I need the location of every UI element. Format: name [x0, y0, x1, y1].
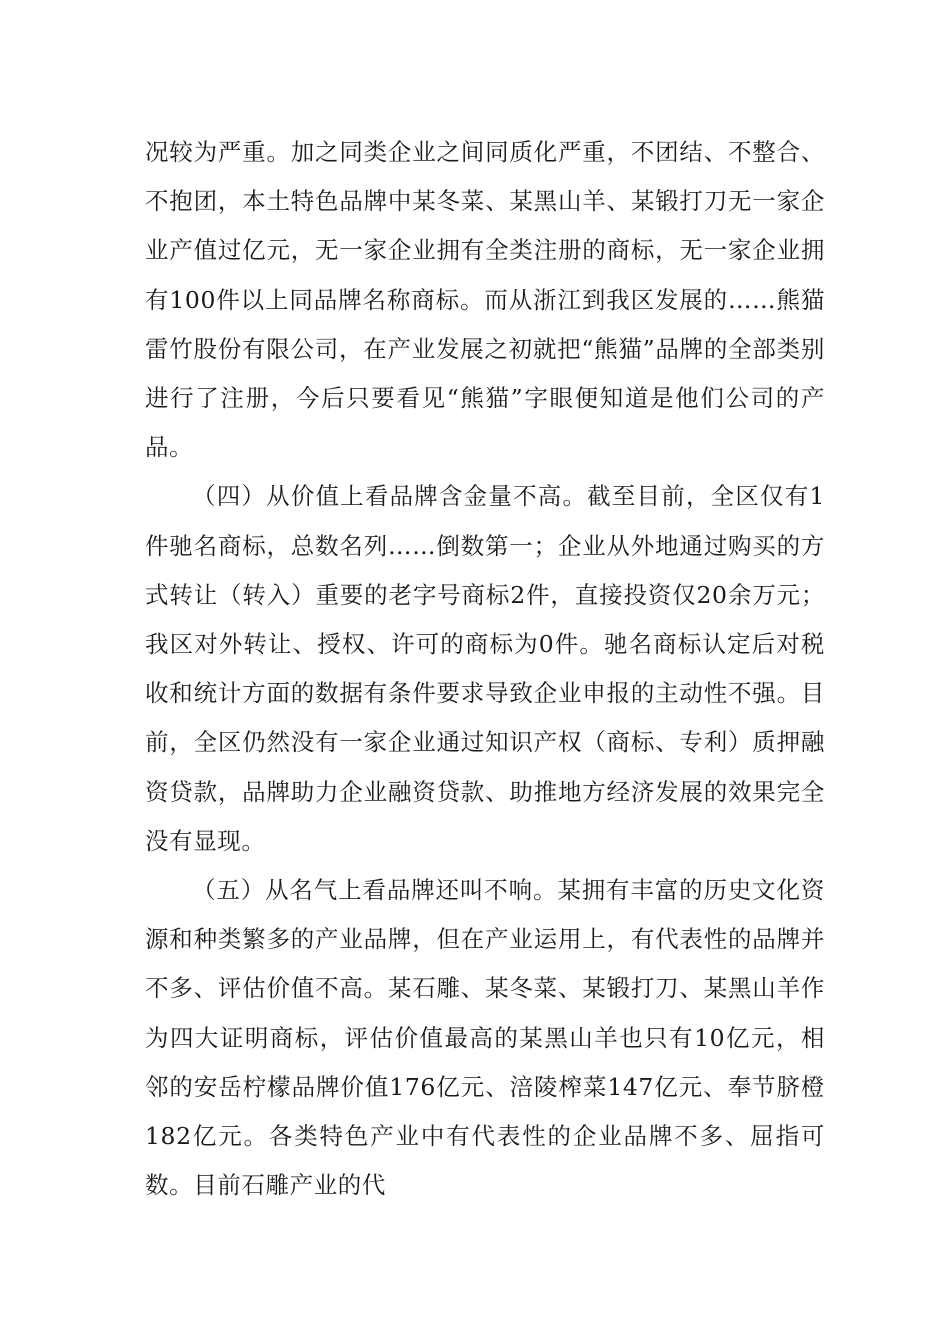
paragraph-section-4: （四）从价值上看品牌含金量不高。截至目前，全区仅有1件驰名商标，总数名列……倒数第一；企业从外地通过购买的方式转让（转入）重要的老字号商标2件，直接投资仅20余万元；我区对外转让、授权、许可的商标为0件。驰名商标认定后对税收和统计方面的数据有条件要求导致企业申报的主动性不强。目前，全区仍然没有一家企业通过知识产权（商标、专利）质押融资贷款，品牌助力企业融资贷款、助推地方经济发展的效果完全没有显现。: [145, 482, 825, 855]
paragraph-continuation: 况较为严重。加之同类企业之间同质化严重，不团结、不整合、不抱团，本土特色品牌中某冬菜、某黑山羊、某锻打刀无一家企业产值过亿元，无一家企业拥有全类注册的商标，无一家企业拥有100件以上同品牌名称商标。而从浙江到我区发展的……熊猫雷竹股份有限公司，在产业发展之初就把“熊猫”品牌的全部类别进行了注册，今后只要看见“熊猫”字眼便知道是他们公司的产品。: [145, 138, 825, 462]
paragraph-section-5: （五）从名气上看品牌还叫不响。某拥有丰富的历史文化资源和种类繁多的产业品牌，但在产业运用上，有代表性的品牌并不多、评估价值不高。某石雕、某冬菜、某锻打刀、某黑山羊作为四大证明商标，评估价值最高的某黑山羊也只有10亿元，相邻的安岳柠檬品牌价值176亿元、涪陵榨菜147亿元、奉节脐橙182亿元。各类特色产业中有代表性的企业品牌不多、屈指可数。目前石雕产业的代: [145, 876, 825, 1200]
document-body: [145, 128, 825, 1210]
